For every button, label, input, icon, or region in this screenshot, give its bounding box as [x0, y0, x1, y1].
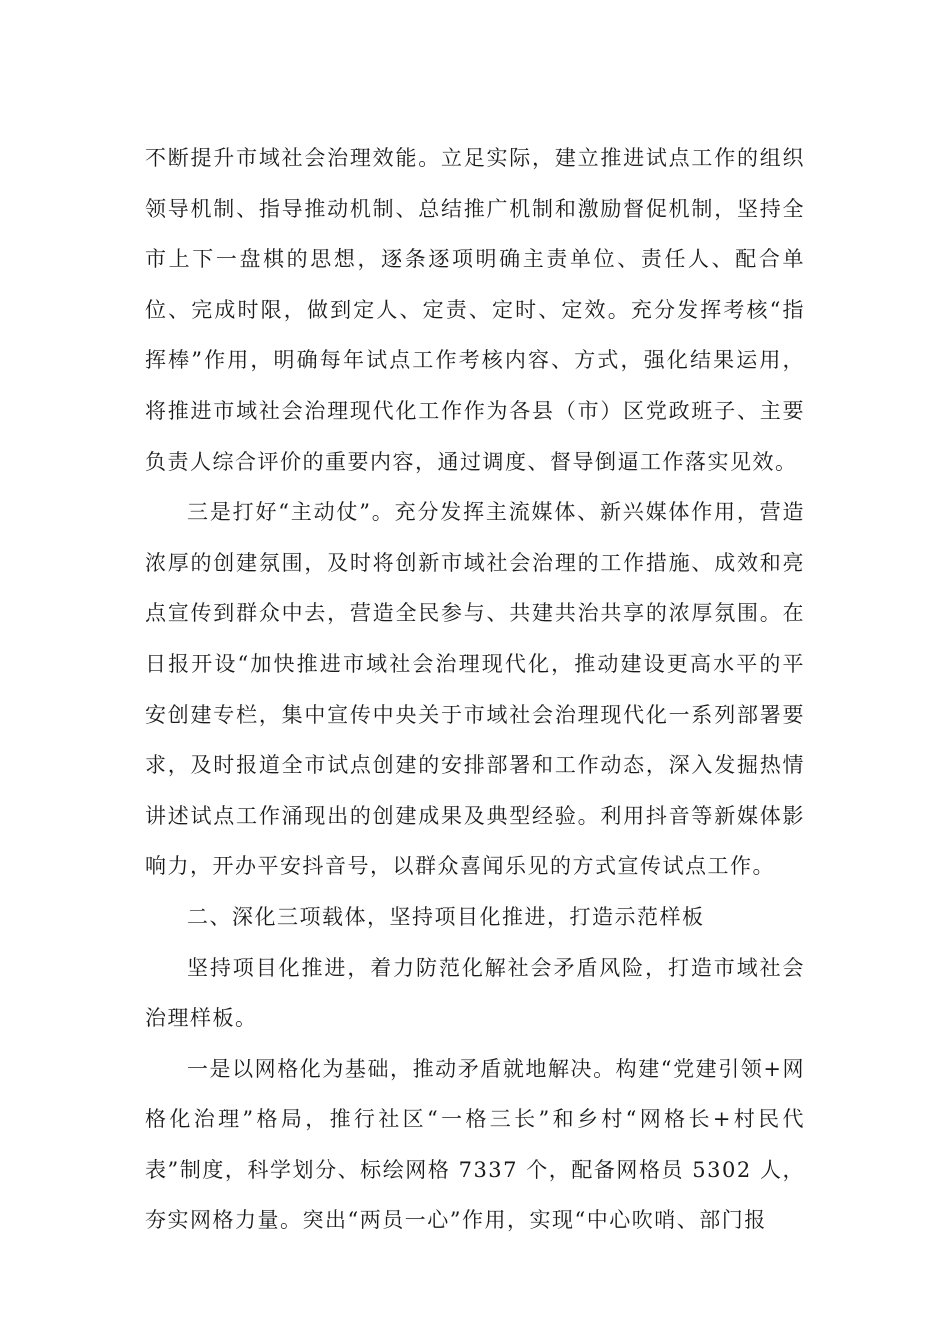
- paragraph-project-intro: 坚持项目化推进，着力防范化解社会矛盾风险，打造市域社会治理样板。: [145, 955, 805, 1031]
- paragraph-continuation: 不断提升市域社会治理效能。立足实际，建立推进试点工作的组织领导机制、指导推动机制、总结推广机制和激励督促机制，坚持全市上下一盘棋的思想，逐条逐项明确主责单位、责任人、配合单位、完成时限，做到定人、定责、定时、定效。充分发挥考核“指挥棒”作用，明确每年试点工作考核内容、方式，强化结果运用，将推进市域社会治理现代化工作作为各县（市）区党政班子、主要负责人综合评价的重要内容，通过调度、督导倒逼工作落实见效。: [145, 146, 805, 474]
- section-heading: 二、深化三项载体，坚持项目化推进，打造示范样板: [187, 904, 705, 929]
- paragraph-publicity: 三是打好“主动仗”。充分发挥主流媒体、新兴媒体作用，营造浓厚的创建氛围，及时将创新市域社会治理的工作措施、成效和亮点宣传到群众中去，营造全民参与、共建共治共享的浓厚氛围。在日报开设“加快推进市域社会治理现代化，推动建设更高水平的平安创建专栏，集中宣传中央关于市域社会治理现代化一系列部署要求，及时报道全市试点创建的安排部署和工作动态，深入发掘热情讲述试点工作涌现出的创建成果及典型经验。利用抖音等新媒体影响力，开办平安抖音号，以群众喜闻乐见的方式宣传试点工作。: [145, 500, 805, 879]
- document-body: [145, 133, 805, 1246]
- paragraph-grid: 一是以网格化为基础，推动矛盾就地解决。构建“党建引领+网格化治理”格局，推行社区“一格三长”和乡村“网格长+村民代表”制度，科学划分、标绘网格 7337 个，配备网格员 5302 人，夯实网格力量。突出“两员一心”作用，实现“中心吹哨、部门报: [145, 1056, 805, 1233]
